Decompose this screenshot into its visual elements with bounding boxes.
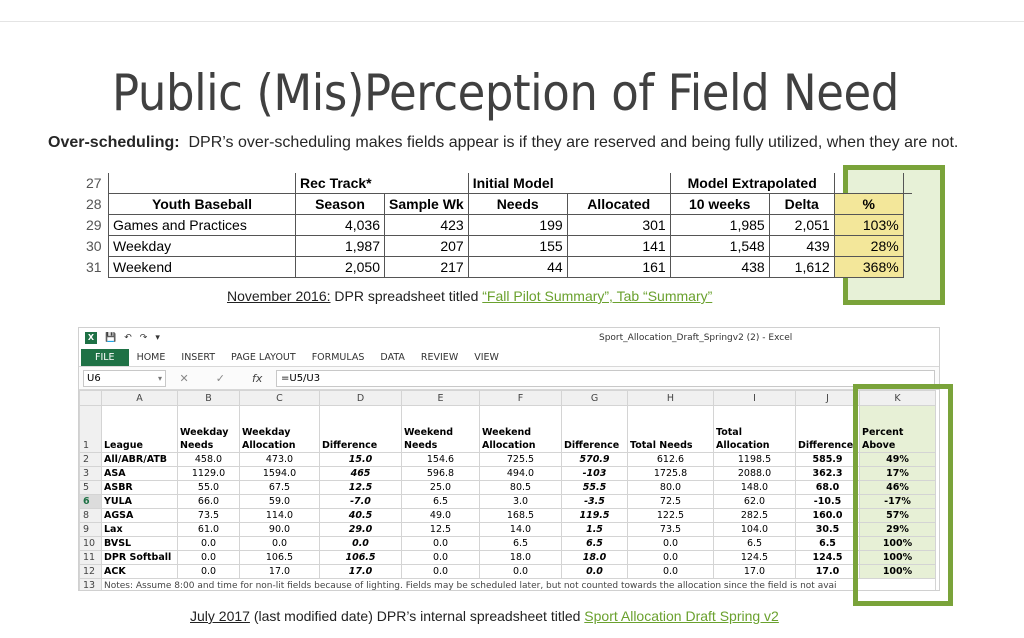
excel-titlebar — [79, 328, 939, 348]
window-title: Sport_Allocation_Draft_Springv2 (2) - Excel — [599, 333, 793, 343]
slide-title: Public (Mis)Perception of Field Need — [112, 64, 899, 122]
table-row: 2 All/ABR/ATB 458.0 473.0 15.0 154.6 725.5 570.9 612.6 1198.5 585.9 49% — [80, 453, 936, 467]
chevron-down-icon[interactable]: ▾ — [155, 333, 160, 343]
tab-insert[interactable]: INSERT — [181, 351, 216, 363]
notes-text[interactable]: Notes: Assume 8:00 and time for non-lit fields because of lighting. Fields may be scheduled later, but not counted towards the allocation since the field is not avai — [102, 579, 936, 592]
col-header: Needs — [468, 194, 567, 215]
col-header: Delta — [769, 194, 834, 215]
caption-fall-pilot: November 2016: DPR spreadsheet titled “Fall Pilot Summary”, Tab “Summary” — [227, 288, 713, 304]
table-row: 30 Weekday 1,987 207 155 141 1,548 439 28% — [86, 236, 912, 257]
caption-date: November 2016: — [227, 288, 331, 304]
table-row: 9 Lax 61.0 90.0 29.0 12.5 14.0 1.5 73.5 104.0 30.5 29% — [80, 523, 936, 537]
table-row: 6 YULA 66.0 59.0 -7.0 6.5 3.0 -3.5 72.5 62.0 -10.5 -17% — [80, 495, 936, 509]
tab-view[interactable]: VIEW — [474, 351, 499, 363]
table-row: 10 BVSL 0.0 0.0 0.0 0.0 6.5 6.5 0.0 6.5 6.5 100% — [80, 537, 936, 551]
col-header: Sample Wk — [385, 194, 469, 215]
tab-review[interactable]: REVIEW — [420, 351, 459, 363]
caption-spring-allocation: July 2017 (last modified date) DPR’s internal spreadsheet titled Sport Allocation Draft Spring v2 — [190, 608, 779, 624]
spreadsheet-grid — [79, 390, 936, 591]
table-row: 29 Games and Practices 4,036 423 199 301 1,985 2,051 103% — [86, 215, 912, 236]
col-header-percent: % — [834, 194, 903, 215]
undo-icon[interactable]: ↶ — [124, 333, 132, 343]
subtitle-text: DPR’s over-scheduling makes fields appear is if they are reserved and being fully utilized, when they are not. — [188, 134, 959, 151]
subtitle — [48, 134, 958, 152]
confirm-icon[interactable]: ✓ — [215, 371, 225, 385]
header-row: 1 League Weekday Needs Weekday Allocation Difference Weekend Needs Weekend Allocation Difference Total Needs Total Allocation Difference Percent Above — [80, 406, 936, 453]
cancel-icon[interactable]: ✕ — [179, 371, 189, 385]
formula-input[interactable]: =U5/U3 — [276, 370, 935, 387]
table-row: 12 ACK 0.0 17.0 17.0 0.0 0.0 0.0 0.0 17.0 17.0 100% — [80, 565, 936, 579]
tab-page-layout[interactable]: PAGE LAYOUT — [231, 351, 296, 363]
formula-bar — [79, 367, 939, 390]
ribbon-tabs — [79, 348, 939, 367]
top-divider — [0, 21, 1024, 22]
table-row: 5 ASBR 55.0 67.5 12.5 25.0 80.5 55.5 80.0 148.0 68.0 46% — [80, 481, 936, 495]
caption-link[interactable]: “Fall Pilot Summary”, Tab “Summary” — [482, 288, 713, 304]
row-number: 27 — [86, 175, 102, 192]
fx-icon[interactable]: fx — [252, 371, 263, 385]
group-header-model-extrapolated: Model Extrapolated — [670, 173, 834, 194]
name-box[interactable]: U6 ▾ — [83, 370, 166, 387]
tab-formulas[interactable]: FORMULAS — [311, 351, 365, 363]
col-header: Season — [296, 194, 385, 215]
table-row: 11 DPR Softball 0.0 106.5 106.5 0.0 18.0 18.0 0.0 124.5 124.5 100% — [80, 551, 936, 565]
col-header: Allocated — [567, 194, 670, 215]
col-header: 10 weeks — [670, 194, 769, 215]
column-headers: A B C D E F G H I J K — [80, 391, 936, 406]
tab-data[interactable]: DATA — [380, 351, 405, 363]
caption-date: July 2017 — [190, 608, 250, 624]
highlight-box-percent-above — [853, 384, 953, 606]
redo-icon[interactable]: ↷ — [139, 333, 148, 343]
tab-file[interactable]: FILE — [81, 349, 129, 366]
group-header-initial-model: Initial Model — [468, 173, 670, 194]
table-row: 8 AGSA 73.5 114.0 40.5 49.0 168.5 119.5 122.5 282.5 160.0 57% — [80, 509, 936, 523]
notes-row: 13 Notes: Assume 8:00 and time for non-lit fields because of lighting. Fields may be scheduled later, but not counted towards the allocation since the field is not avai — [80, 579, 936, 592]
save-icon[interactable]: 💾 — [105, 333, 117, 343]
col-header: Youth Baseball — [109, 194, 296, 215]
table-row: 31 Weekend 2,050 217 44 161 438 1,612 368% — [86, 257, 912, 278]
excel-window — [78, 327, 940, 591]
group-header-rec-track: Rec Track* — [296, 173, 469, 194]
tab-home[interactable]: HOME — [136, 351, 166, 363]
table-row: 3 ASA 1129.0 1594.0 465 596.8 494.0 -103 1725.8 2088.0 362.3 17% — [80, 467, 936, 481]
fall-pilot-table: 27 Rec Track* Initial Model Model Extrapolated 28 Youth Baseball Season Sample Wk Needs Allocated 10 weeks Delta % 29 Games and Practices 4,036 423 199 301 1,985 2,051 103% 30 Weekday 1,987 207 155 141 1,548 439 28% 31 Weekend 2,050 217 44 161 438 1,612 368% — [86, 173, 912, 278]
excel-logo-icon: X — [85, 332, 97, 344]
subtitle-label: Over-scheduling: — [48, 134, 180, 151]
caption-link[interactable]: Sport Allocation Draft Spring v2 — [584, 608, 779, 624]
